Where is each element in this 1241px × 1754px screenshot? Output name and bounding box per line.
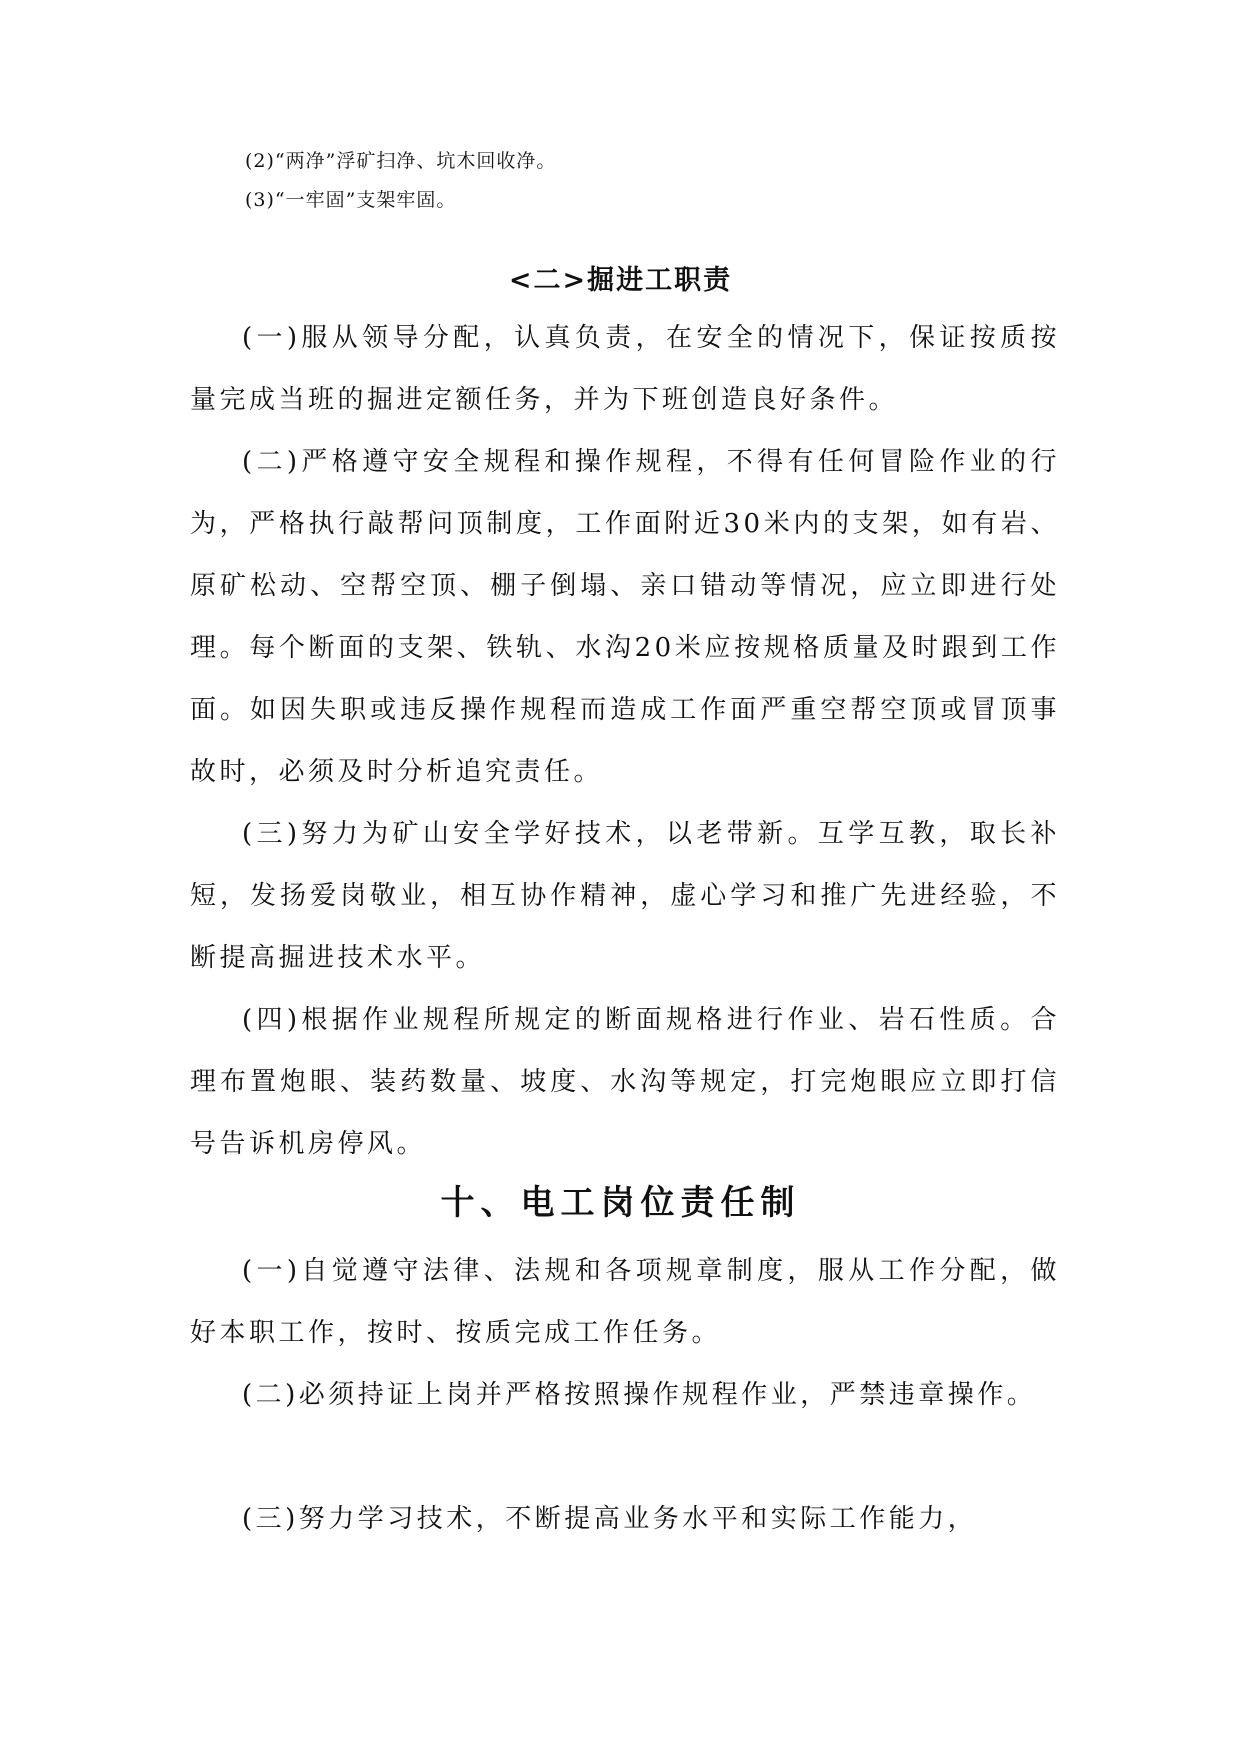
section-paragraph-1: (一)服从领导分配，认真负责，在安全的情况下，保证按质按量完成当班的掘进定额任务，并为下班创造良好条件。 [190,323,1060,415]
list-item-one-firm: (3)“一牢固”支架牢固。 [245,189,457,211]
chapter-heading: 十、电工岗位责任制 [440,1183,801,1223]
list-item-two-clean: (2)“两净”浮矿扫净、坑木回收净。 [245,150,557,172]
section-paragraph-2: (二)严格遵守安全规程和操作规程，不得有任何冒险作业的行为，严格执行敲帮问顶制度，工作面附近30米内的支架，如有岩、原矿松动、空帮空顶、棚子倒塌、亲口错动等情况，应立即进行处理。每个断面的支架、铁轨、水沟20米应按规格质量及时跟到工作面。如因失职或违反操作规程而造成工作面严重空帮空顶或冒顶事故时，必须及时分析追究责任。 [190,447,1060,787]
chapter-paragraph-1: (一)自觉遵守法律、法规和各项规章制度，服从工作分配，做好本职工作，按时、按质完成工作任务。 [190,1256,1060,1348]
chapter-paragraph-3: (三)努力学习技术，不断提高业务水平和实际工作能力， [242,1504,978,1534]
section-paragraph-3: (三)努力为矿山安全学好技术，以老带新。互学互教，取长补短，发扬爱岗敬业，相互协作精神，虚心学习和推广先进经验，不断提高掘进技术水平。 [190,819,1060,973]
chapter-paragraph-2: (二)必须持证上岗并严格按照操作规程作业，严禁违章操作。 [242,1380,1037,1410]
section-heading: <二>掘进工职责 [508,265,733,296]
section-paragraph-4: (四)根据作业规程所规定的断面规格进行作业、岩石性质。合理布置炮眼、装药数量、坡度、水沟等规定，打完炮眼应立即打信号告诉机房停风。 [190,1005,1060,1159]
